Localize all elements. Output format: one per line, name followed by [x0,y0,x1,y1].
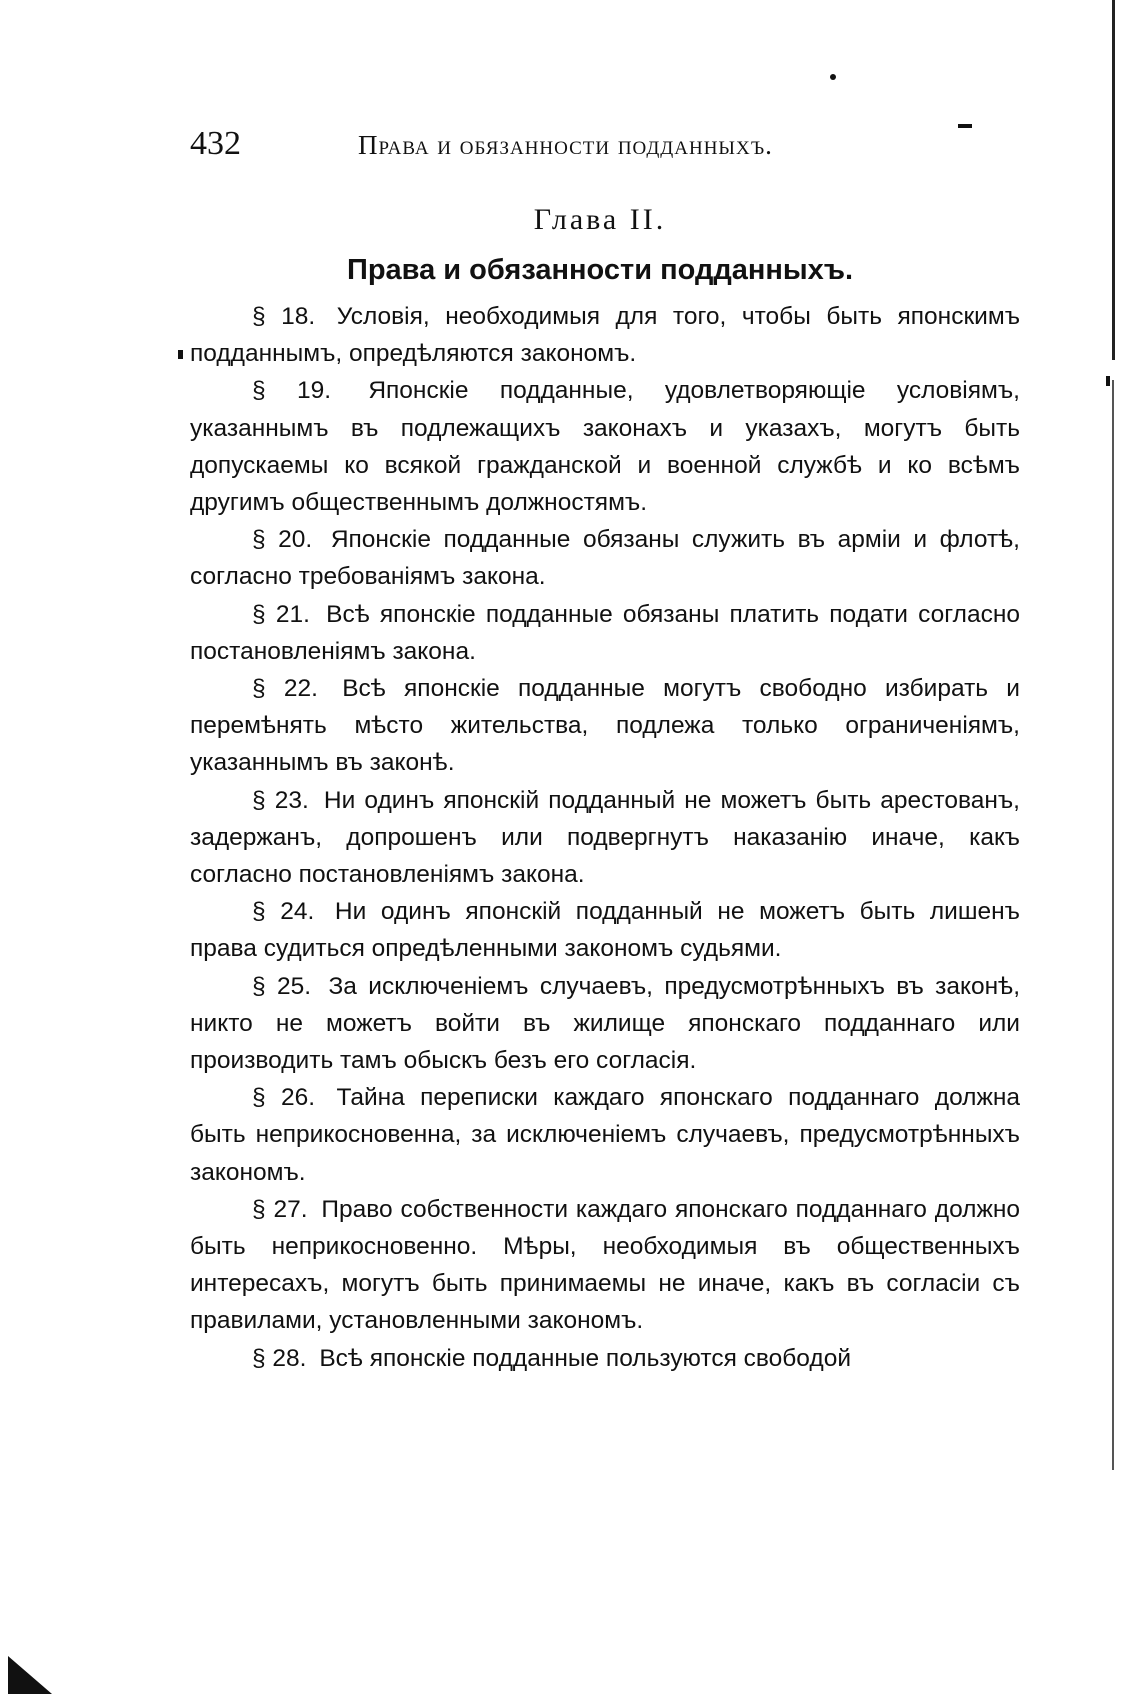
section-text: Всѣ японскіе подданные могутъ свободно избирать и перемѣнять мѣсто жительства, подлежа только ограниченіямъ, указаннымъ въ законѣ. [190,675,1020,777]
speck-mark [178,350,183,359]
section-number: § 25. [252,972,312,1000]
paragraph-18 [190,298,1020,372]
running-head [190,124,1030,168]
speck-mark [958,124,972,128]
speck-mark [830,74,836,80]
scan-edge-line [1112,380,1114,1470]
section-number: § 28. [252,1344,307,1372]
section-text: Японскіе подданные, удовлетворяющіе условіямъ, указаннымъ въ подлежащихъ законахъ и указахъ, могутъ быть допускаемы ко всякой гражданской и военной службѣ и ко всѣмъ другимъ общественнымъ должностямъ. [190,377,1020,517]
paragraph-28 [190,1340,1020,1377]
chapter-title: Права и обязанности подданныхъ. [346,254,854,286]
section-number: § 19. [252,377,332,405]
running-title: Права и обязанности подданныхъ. [358,130,773,160]
section-number: § 27. [252,1195,308,1223]
section-text: За исключеніемъ случаевъ, предусмотрѣнныхъ въ законѣ, никто не можетъ войти въ жилище японскаго подданнаго или производить тамъ обыскъ безъ его согласія. [190,972,1021,1075]
chapter-label: Глава II. [533,203,667,236]
paragraph-19 [190,372,1020,521]
corner-mark [8,1656,52,1694]
section-text: Тайна переписки каждаго японскаго подданнаго должна быть неприкосновенна, за исключеніемъ случаевъ, предусмотрѣнныхъ закономъ. [190,1084,1020,1186]
scan-edge-line [1112,0,1115,360]
section-number: § 23. [252,786,309,814]
section-number: § 18. [252,303,316,330]
paragraph-20 [190,521,1020,595]
section-text: Ни одинъ японскій подданный не можетъ быть арестованъ, задержанъ, допрошенъ или подвергнутъ наказанію иначе, какъ согласно постановленіямъ закона. [190,786,1020,889]
section-text: Всѣ японскіе подданные пользуются свободой [319,1344,852,1372]
section-number: § 24. [252,898,315,926]
section-number: § 21. [252,600,310,628]
body-text [190,298,1020,1377]
paragraph-22 [190,670,1020,782]
section-text: Ни одинъ японскій подданный не можетъ быть лишенъ права судиться опредѣленными закономъ судьями. [190,898,1020,963]
section-number: § 26. [252,1084,316,1112]
paragraph-25 [190,968,1020,1080]
paragraph-27 [190,1191,1020,1340]
paragraph-24 [190,893,1020,967]
speck-mark [1106,376,1110,386]
page-number: 432 [190,125,241,162]
paragraph-23 [190,782,1020,894]
section-text: Условія, необходимыя для того, чтобы быть японскимъ подданнымъ, опредѣляются закономъ. [190,303,1020,368]
paragraph-21 [190,596,1020,670]
section-number: § 20. [252,526,313,554]
section-number: § 22. [252,675,318,703]
section-text: Право собственности каждаго японскаго подданнаго должно быть неприкосновенно. Мѣры, необходимыя въ общественныхъ интересахъ, могутъ быть принимаемы не иначе, какъ въ согласіи съ правилами, установленными закономъ. [190,1195,1020,1335]
section-text: Японскіе подданные обязаны служить въ арміи и флотѣ, согласно требованіямъ закона. [190,526,1020,591]
section-text: Всѣ японскіе подданные обязаны платить подати согласно постановленіямъ закона. [190,600,1020,665]
paragraph-26 [190,1079,1020,1191]
